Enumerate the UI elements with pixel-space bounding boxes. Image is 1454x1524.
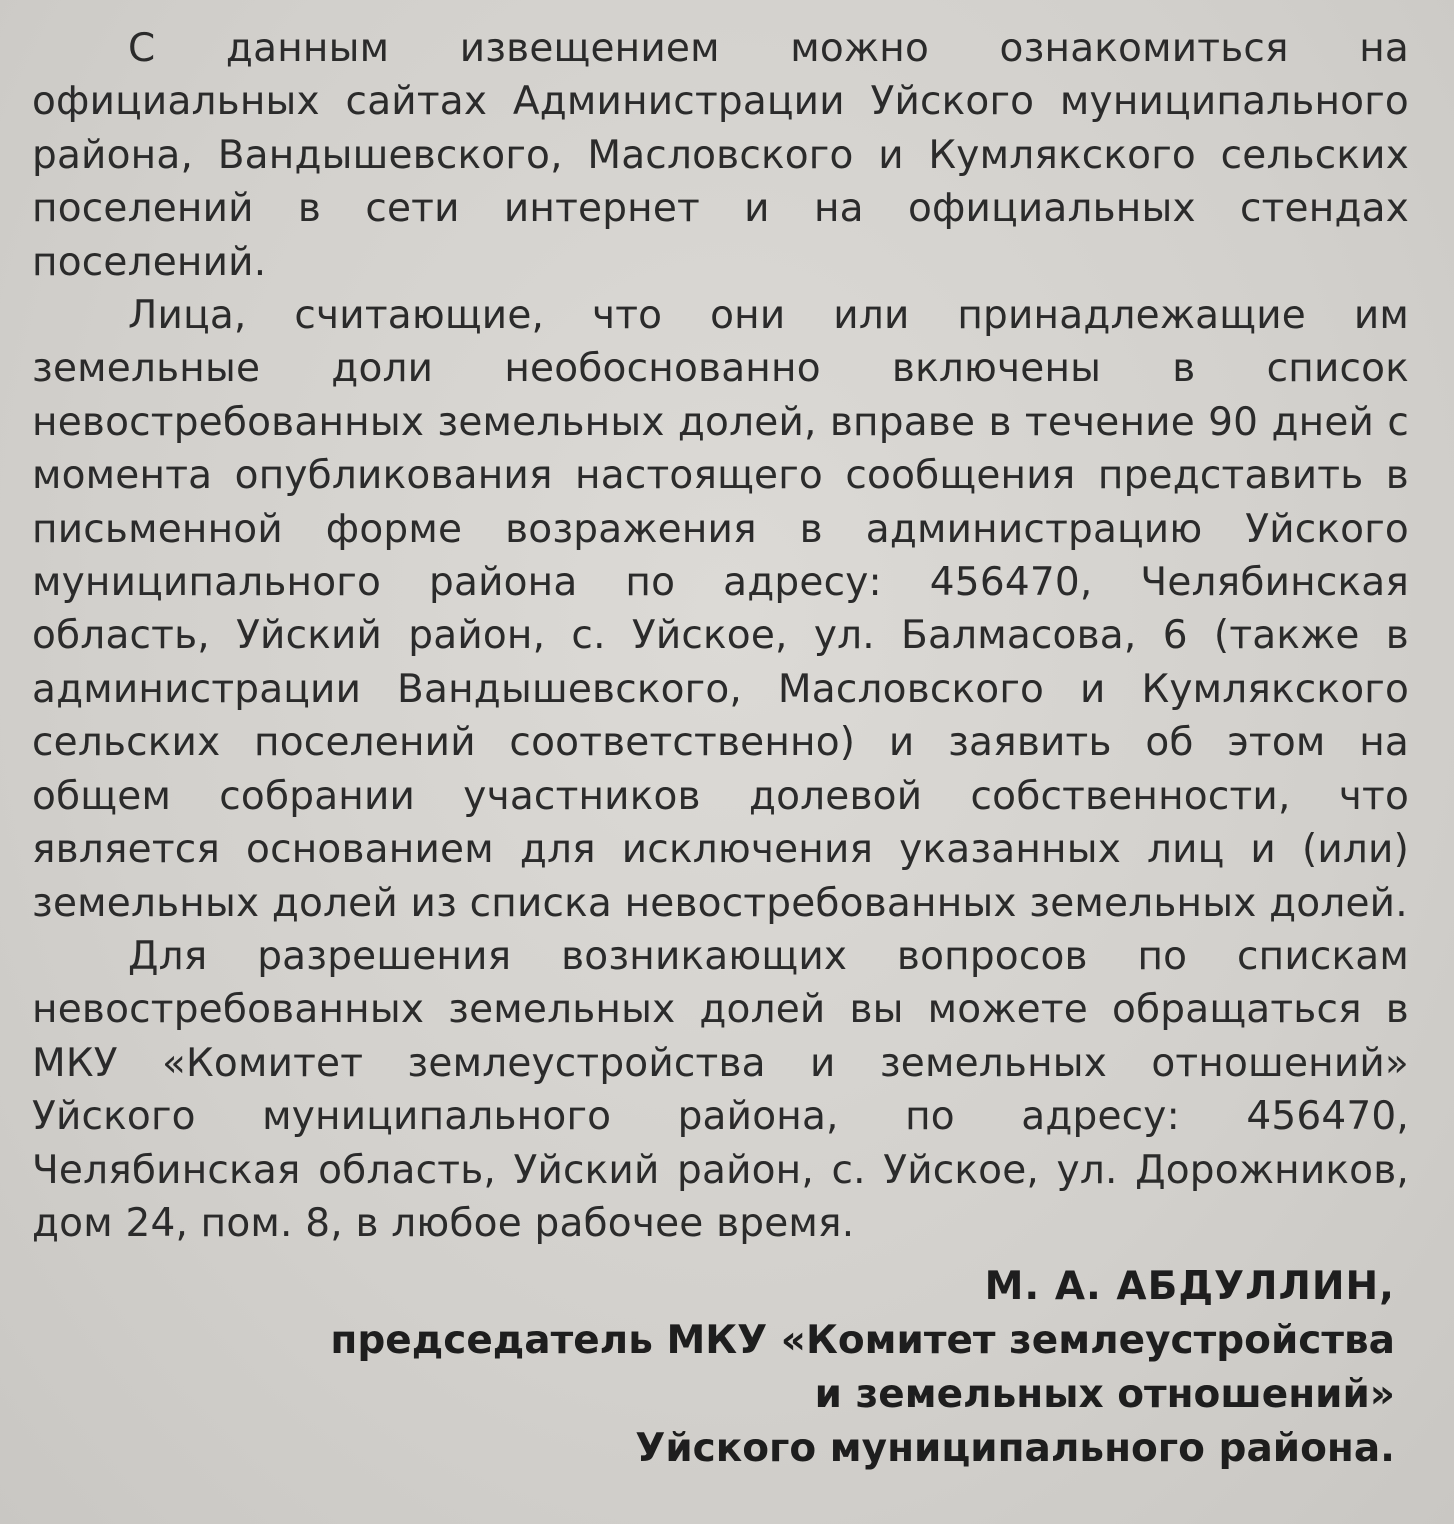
signatory-position-line-1: председатель МКУ «Комитет землеустройства: [330, 1318, 1395, 1364]
notice-paragraph-1: С данным извещением можно ознакомиться на официальных сайтах Администрации Уйского муниципального района, Вандышевского, Масловского и Кумлякского сельских поселений в сети интернет и на официальных стендах поселений.: [32, 26, 1409, 285]
signatory-name: М. А. АБДУЛЛИН,: [984, 1264, 1395, 1310]
notice-paragraph-2: Лица, считающие, что они или принадлежащие им земельные доли необоснованно включены в список невостребованных земельных долей, вправе в течение 90 дней с момента опубликования настоящего сообщения представить в письменной форме возражения в администрацию Уйского муниципального района по адресу: 456470, Челябинская область, Уйский район, с. Уйское, ул. Балмасова, 6 (также в администрации Вандышевского, Масловского и Кумлякского сельских поселений соответственно) и заявить об этом на общем собрании участников долевой собственности, что является основанием для исключения указанных лиц и (или) земельных долей из списка невостребованных земельных долей.: [32, 293, 1409, 926]
signature-block: [32, 1260, 1409, 1476]
notice-paragraph-3: Для разрешения возникающих вопросов по спискам невостребованных земельных долей вы можете обращаться в МКУ «Комитет землеустройства и земельных отношений» Уйского муниципального района, по адресу: 456470, Челябинская область, Уйский район, с. Уйское, ул. Дорожников, дом 24, пом. 8, в любое рабочее время.: [32, 933, 1409, 1246]
signatory-position-line-3: Уйского муниципального района.: [635, 1426, 1395, 1472]
signatory-position-line-2: и земельных отношений»: [814, 1372, 1395, 1418]
notice-text: [32, 22, 1409, 1250]
